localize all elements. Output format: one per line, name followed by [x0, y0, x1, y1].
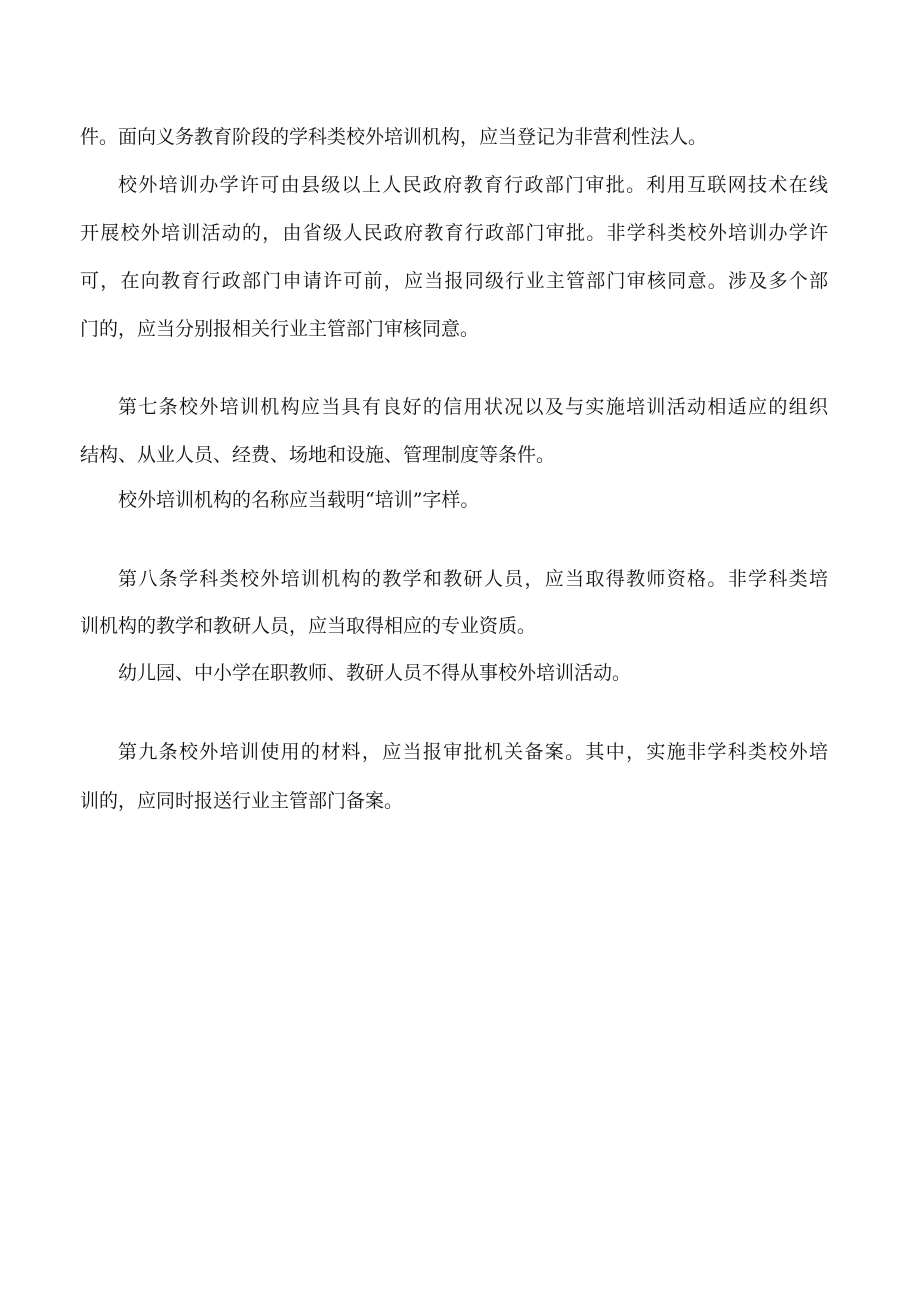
article-seven-line: 第七条校外培训机构应当具有良好的信用状况以及与实施培训活动相适应的组织: [118, 396, 828, 418]
paragraph-line: 结构、从业人员、经费、场地和设施、管理制度等条件。: [80, 444, 556, 466]
paragraph-line: 可，在向教育行政部门申请许可前，应当报同级行业主管部门审核同意。涉及多个部: [80, 270, 828, 292]
paragraph-line: 校外培训办学许可由县级以上人民政府教育行政部门审批。利用互联网技术在线: [118, 174, 828, 196]
article-nine-line: 第九条校外培训使用的材料，应当报审批机关备案。其中，实施非学科类校外培: [118, 741, 828, 763]
paragraph-line: 幼儿园、中小学在职教师、教研人员不得从事校外培训活动。: [118, 662, 632, 684]
paragraph-line: 门的，应当分别报相关行业主管部门审核同意。: [80, 318, 480, 340]
paragraph-line: 训机构的教学和教研人员，应当取得相应的专业资质。: [80, 615, 537, 637]
paragraph-line: 校外培训机构的名称应当载明“培训”字样。: [118, 489, 480, 511]
article-eight-line: 第八条学科类校外培训机构的教学和教研人员，应当取得教师资格。非学科类培: [118, 568, 828, 590]
paragraph-line: 训的，应同时报送行业主管部门备案。: [80, 790, 404, 812]
paragraph-line: 件。面向义务教育阶段的学科类校外培训机构，应当登记为非营利性法人。: [80, 126, 708, 148]
paragraph-line: 开展校外培训活动的，由省级人民政府教育行政部门审批。非学科类校外培训办学许: [80, 222, 828, 244]
